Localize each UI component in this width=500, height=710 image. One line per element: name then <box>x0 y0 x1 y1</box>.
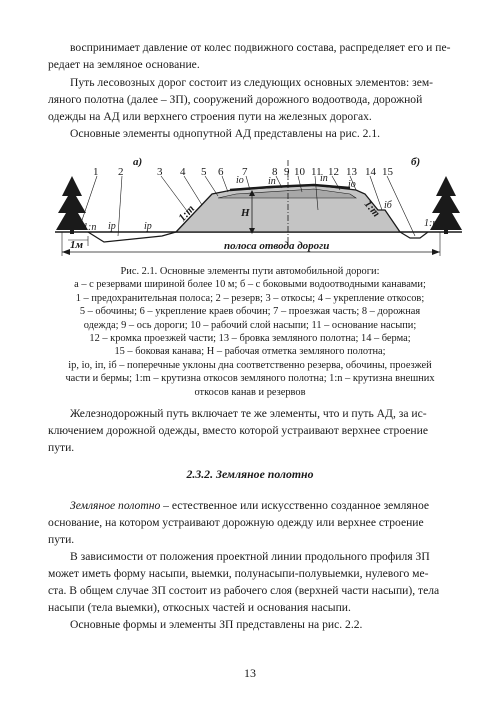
paragraph-line: ключением дорожной одежды, вместо которой устраивают верхнее строение <box>48 424 428 437</box>
figure-number: 10 <box>294 166 305 178</box>
caption-line: одежда; 9 – ось дороги; 10 – рабочий слой насыпи; 11 – основание насыпи; <box>83 319 417 331</box>
figure-number: 6 <box>218 166 224 178</box>
paragraph-line: может иметь форму насыпи, выемки, полунасыпи-полувыемки, нулевого ме- <box>48 567 429 580</box>
caption-line: откосов канав и резервов <box>194 386 306 398</box>
caption-line: 15 – боковая канава; Н – рабочая отметка земляного полотна; <box>114 346 386 358</box>
figure-number: 1 <box>93 166 99 178</box>
slope-i-label: iр <box>108 221 116 232</box>
caption-line: части и бермы; 1:m – крутизна откосов земляного полотна; 1:n – крутизна внешних <box>65 373 435 385</box>
paragraph-line: Железнодорожный путь включает те же элементы, что и путь АД, за ис- <box>70 407 427 420</box>
one-meter-label: 1м <box>70 239 84 251</box>
paragraph-line: ляного полотна (далее – ЗП), сооружений дорожного водоотвода, дорожной <box>48 93 423 106</box>
caption-line: iр, iо, iп, iб – поперечные уклоны дна соответственно резерва, обочины, проезжей <box>68 359 432 371</box>
slope-i-label: iо <box>236 175 244 186</box>
paragraph-line: одежды на АД или верхнего строения пути на железных дорогах. <box>48 110 372 123</box>
paragraph-line <box>48 497 453 514</box>
figure-number: 11 <box>311 166 322 178</box>
slope-n-right: 1:n <box>424 218 438 229</box>
figure-number: 5 <box>201 166 207 178</box>
figure-number: 12 <box>328 166 339 178</box>
paragraph-line: редает на земляное основание. <box>48 58 200 71</box>
figure-label-a: а) <box>133 156 143 168</box>
slope-i-label: iо <box>348 179 356 190</box>
height-label: H <box>241 207 250 219</box>
figure-number: 9 <box>284 166 290 178</box>
figure-number: 15 <box>382 166 393 178</box>
figure-number: 2 <box>118 166 124 178</box>
paragraph-line: В зависимости от положения проектной линии продольного профиля ЗП <box>70 550 430 563</box>
paragraph-line: Основные формы и элементы ЗП представлены на рис. 2.2. <box>70 618 363 631</box>
caption-line: а – с резервами шириной более 10 м; б – с боковыми водоотводными канавами; <box>74 279 426 291</box>
paragraph-line: основание, на котором устраивают дорожную одежду или верхнее строение <box>48 516 424 529</box>
figure-label-b: б) <box>411 156 421 168</box>
caption-line: Рис. 2.1. Основные элементы пути автомобильной дороги: <box>120 266 380 277</box>
paragraph-line: насыпи (тела выемки), откосных частей и основания насыпи. <box>48 601 351 614</box>
paragraph-line: воспринимает давление от колес подвижного состава, распределяет его и пе- <box>70 41 451 54</box>
figure-number: 3 <box>157 166 163 178</box>
slope-i-label: iб <box>384 200 392 211</box>
paragraph-line: ста. В общем случае ЗП состоит из рабочего слоя (верхней части насыпи), тела <box>48 584 440 597</box>
figure-caption <box>50 265 450 399</box>
figure-number: 13 <box>346 166 357 178</box>
section-heading: 2.3.2. Земляное полотно <box>186 467 314 481</box>
paragraph-line: пути. <box>48 533 75 546</box>
figure-number: 8 <box>272 166 278 178</box>
caption-line: 1 – предохранительная полоса; 2 – резерв; 3 – откосы; 4 – укрепление откосов; <box>75 292 425 304</box>
figure-number: 4 <box>180 166 186 178</box>
band-label: полоса отвода дороги <box>224 240 330 252</box>
slope-label-right: 1:m <box>361 198 383 220</box>
figure-number: 7 <box>242 166 248 178</box>
slope-i-label: iп <box>320 173 328 184</box>
caption-line: 12 – кромка проезжей части; 13 – бровка земляного полотна; 14 – берма; <box>89 333 411 345</box>
figure-number: 14 <box>365 166 376 178</box>
caption-line: 5 – обочины; 6 – укрепление краев обочин; 7 – проезжая часть; 8 – дорожная <box>79 306 421 318</box>
paragraph-line: Путь лесовозных дорог состоит из следующих основных элементов: зем- <box>70 76 434 89</box>
page-number: 13 <box>244 666 256 680</box>
slope-label-left: 1:m <box>176 202 198 225</box>
slope-i-label: iп <box>268 176 276 187</box>
term-italic: Земляное полотно <box>70 499 161 512</box>
paragraph-text: – естественное или искусственно созданное земляное <box>160 499 430 512</box>
paragraph-line: пути. <box>48 441 75 454</box>
slope-n-left: 1:n <box>83 222 97 233</box>
figure-labels <box>0 0 500 265</box>
paragraph-line: Основные элементы однопутной АД представлены на рис. 2.1. <box>70 127 381 140</box>
slope-i-label: iр <box>144 221 152 232</box>
